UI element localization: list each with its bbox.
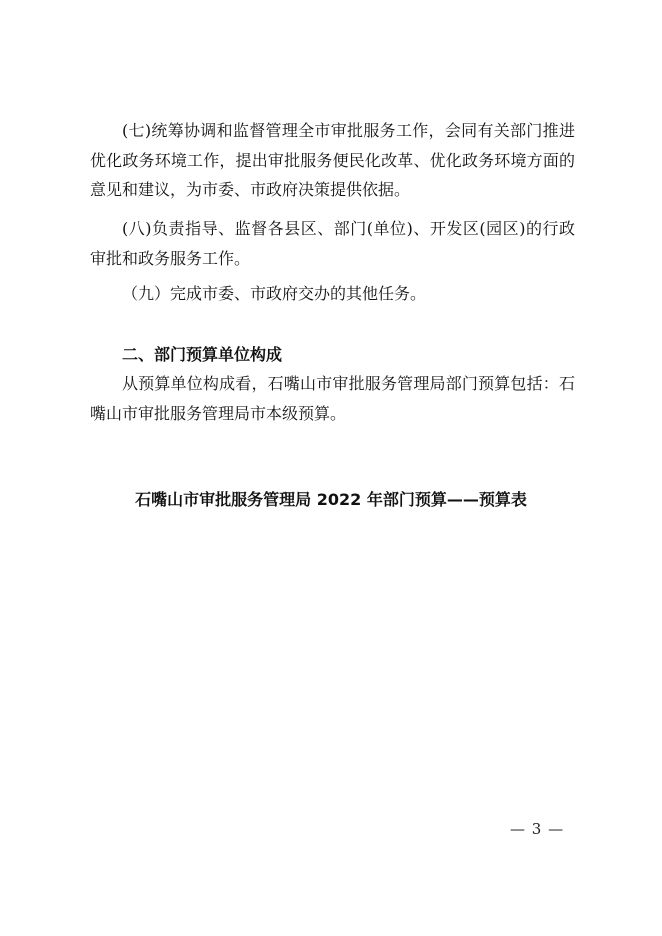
paragraph-item-7: (七)统筹协调和监督管理全市审批服务工作，会同有关部门推进优化政务环境工作，提出审批服务便民化改革、优化政务环境方面的意见和建议，为市委、市政府决策提供依据。 bbox=[90, 121, 575, 199]
section-heading-budget-units: 二、部门预算单位构成 bbox=[122, 345, 283, 364]
page-number: — 3 — bbox=[510, 820, 565, 838]
paragraph-item-9: （九）完成市委、市政府交办的其他任务。 bbox=[122, 284, 427, 303]
paragraph-budget-units: 从预算单位构成看，石嘴山市审批服务管理局部门预算包括：石嘴山市审批服务管理局市本级预算。 bbox=[90, 374, 575, 423]
paragraph-item-8: (八)负责指导、监督各县区、部门(单位)、开发区(园区)的行政审批和政务服务工作。 bbox=[90, 219, 575, 268]
budget-table-title: 石嘴山市审批服务管理局 2022 年部门预算——预算表 bbox=[135, 490, 527, 509]
